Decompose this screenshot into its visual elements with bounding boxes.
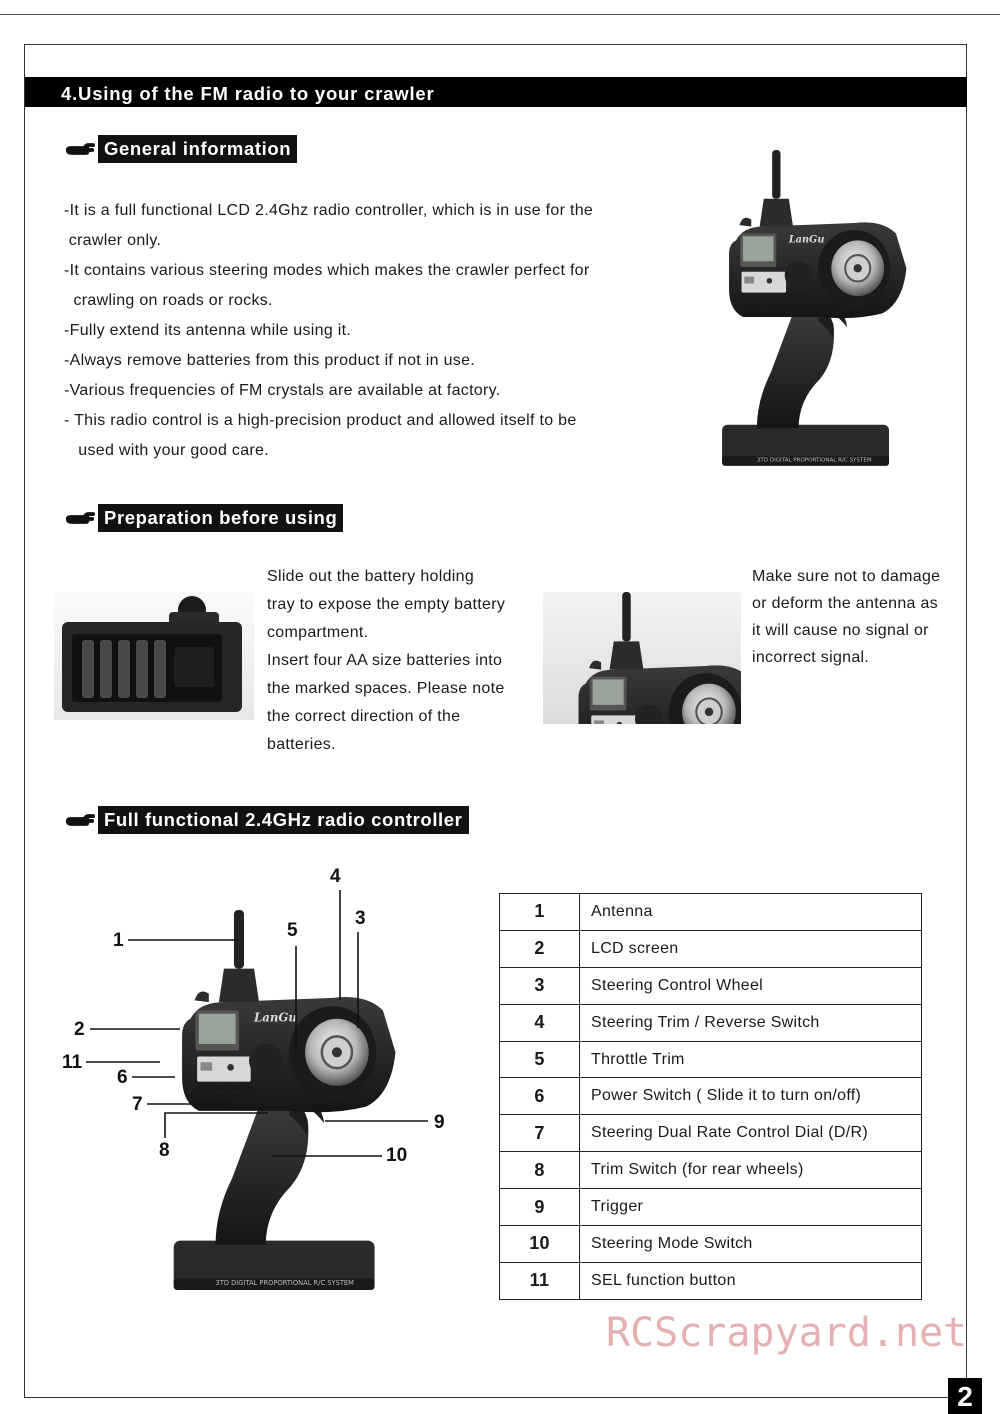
callout-1: 1 [113,930,124,951]
part-number: 11 [500,1262,580,1299]
callout-10: 10 [386,1145,408,1166]
part-label: Power Switch ( Slide it to turn on/off) [580,1078,922,1115]
text-line: Insert four AA size batteries into [267,652,503,669]
part-number: 4 [500,1004,580,1041]
list-item: - This radio control is a high-precision product and allowed itself to be [64,412,577,429]
part-label: Steering Control Wheel [580,967,922,1004]
text-line: Slide out the battery holding [267,568,475,585]
text-line: it will cause no signal or [752,622,929,639]
text-line: Make sure not to damage [752,568,941,585]
table-row [500,1226,922,1263]
callout-3: 3 [355,908,366,929]
text-line: compartment. [267,624,369,641]
table-row [500,1115,922,1152]
brand-text: LanGu [254,1010,297,1025]
controller-heading: Full functional 2.4GHz radio controller [98,806,469,834]
list-item: -It contains various steering modes which makes the crawler perfect for [64,262,590,279]
callout-11: 11 [62,1052,83,1073]
part-number: 3 [500,967,580,1004]
part-number: 8 [500,1152,580,1189]
part-label: Throttle Trim [580,1041,922,1078]
parts-table [499,893,922,1300]
part-label: Steering Dual Rate Control Dial (D/R) [580,1115,922,1152]
table-row [500,967,922,1004]
part-number: 6 [500,1078,580,1115]
table-row [500,1152,922,1189]
base-text: 3TD DIGITAL PROPORTIONAL R/C SYSTEM [215,1278,354,1287]
part-label: Trigger [580,1189,922,1226]
watermark: RCScrapyard.net [606,1310,968,1356]
text-line: or deform the antenna as [752,595,938,612]
callout-2: 2 [74,1019,85,1040]
list-item: -Fully extend its antenna while using it. [64,322,352,339]
list-item: -Always remove batteries from this product if not in use. [64,352,476,369]
preparation-heading: Preparation before using [98,504,343,532]
part-label: Antenna [580,894,922,931]
list-item: used with your good care. [64,442,269,459]
callout-4: 4 [330,866,341,887]
table-row [500,930,922,967]
part-number: 1 [500,894,580,931]
part-number: 2 [500,930,580,967]
table-row [500,1041,922,1078]
part-label: SEL function button [580,1262,922,1299]
base-text: 3TD DIGITAL PROPORTIONAL R/C SYSTEM [756,457,872,464]
page-title: 4.Using of the FM radio to your crawler [25,77,967,107]
part-label: Steering Mode Switch [580,1226,922,1263]
part-number: 5 [500,1041,580,1078]
table-row [500,1262,922,1299]
callout-6: 6 [117,1067,128,1088]
callout-5: 5 [287,920,298,941]
part-label: Steering Trim / Reverse Switch [580,1004,922,1041]
table-row [500,1004,922,1041]
list-item: crawler only. [64,232,162,249]
table-row [500,1189,922,1226]
text-line: incorrect signal. [752,649,870,666]
callout-8: 8 [159,1140,170,1161]
list-item: -It is a full functional LCD 2.4Ghz radio controller, which is in use for the [64,202,594,219]
text-line: the correct direction of the [267,708,461,725]
callout-9: 9 [434,1112,445,1133]
table-row [500,1078,922,1115]
general-info-heading: General information [98,135,297,163]
page-number: 2 [948,1378,982,1414]
list-item: -Various frequencies of FM crystals are available at factory. [64,382,501,399]
part-label: Trim Switch (for rear wheels) [580,1152,922,1189]
table-row [500,894,922,931]
part-number: 10 [500,1226,580,1263]
text-line: the marked spaces. Please note [267,680,505,697]
callout-7: 7 [132,1094,143,1115]
part-label: LCD screen [580,930,922,967]
text-line: tray to expose the empty battery [267,596,506,613]
part-number: 7 [500,1115,580,1152]
part-number: 9 [500,1189,580,1226]
text-line: batteries. [267,736,336,753]
brand-text: LanGu [788,234,825,246]
list-item: crawling on roads or rocks. [64,292,273,309]
panel-text: CONTROL SWITCH [198,1085,253,1092]
